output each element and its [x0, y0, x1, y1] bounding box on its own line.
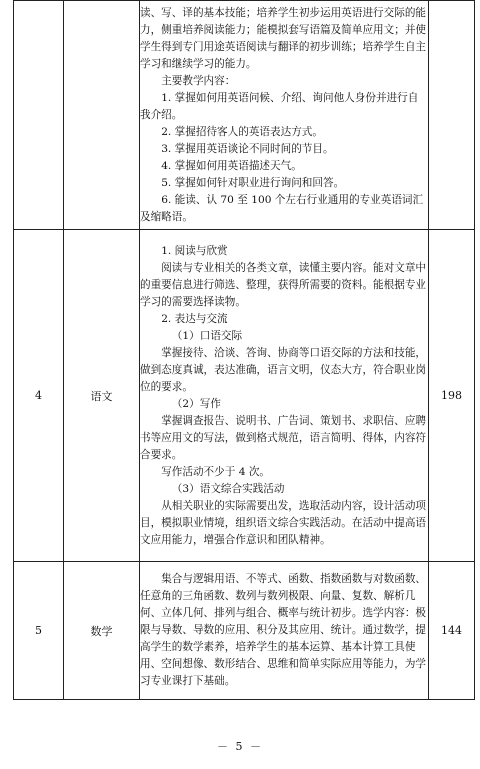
table-body [14, 1, 475, 700]
hours-cell [429, 1, 475, 230]
content-paragraph: 3. 掌握用英语谈论不同时间的节目。 [161, 142, 334, 155]
content-paragraph: 集合与逻辑用语、不等式、函数、指数函数与对数函数、任意角的三角函数、数列与数列极限、向量、复数、解析几何、立体几何、排列与组合、概率与统计初步。选学内容：极限与导数、导数的应用、积分及其应用、统计。通过数学，提高学生的数学素养，培养学生的基本运算、基本计算工具使用、空间想像、数形结合、思维和简单实际应用等能力，为学习专业课打下基础。 [140, 573, 427, 687]
table-row [14, 562, 475, 700]
content-paragraph: 阅读与专业相关的各类文章，读懂主要内容。能对文章中的重要信息进行筛选、整理，获得所需要的资料。能根据专业学习的需要选择读物。 [140, 261, 427, 308]
row-number-cell [14, 1, 64, 230]
table-row [14, 230, 475, 562]
content-paragraph: 2. 掌握招待客人的英语表达方式。 [161, 125, 323, 138]
content-paragraph: 掌握接待、洽谈、答询、协商等口语交际的方法和技能，做到态度真诚，表达准确，语言文明，仪态大方，符合职业岗位的要求。 [140, 346, 427, 393]
content-paragraph: 1. 掌握如何用英语问候、介绍、询问他人身份并进行自我介绍。 [140, 91, 419, 121]
subject-cell: 数学 [64, 562, 140, 700]
content-paragraph: 掌握调查报告、说明书、广告词、策划书、求职信、应聘书等应用文的写法，做到格式规范，语言简明、得体，内容符合要求。 [140, 414, 427, 461]
content-paragraph: （2）写作 [171, 397, 221, 410]
page-number: － 5 － [217, 740, 263, 753]
curriculum-table [13, 0, 475, 700]
content-paragraph: 主要教学内容： [161, 74, 236, 87]
content-cell [140, 562, 429, 700]
content-paragraph: 读、写、译的基本技能；培养学生初步运用英语进行交际的能力，侧重培养阅读能力；能模拟套写语篇及简单应用文；并使学生得到专门用途英语阅读与翻译的初步训练；培养学生自主学习和继续学习的能力。 [140, 6, 427, 70]
content-paragraph: （3）语文综合实践活动 [171, 482, 285, 495]
content-paragraph: 写作活动不少于 4 次。 [161, 465, 271, 478]
content-cell [140, 230, 429, 562]
content-paragraph: 6. 能读、认 70 至 100 个左右行业通用的专业英语词汇及缩略语。 [140, 193, 424, 223]
content-paragraph: 从相关职业的实际需要出发，选取活动内容，设计活动项目，模拟职业情境，组织语文综合实践活动。在活动中提高语文应用能力，增强合作意识和团队精神。 [140, 499, 427, 546]
content-cell [140, 1, 429, 230]
content-paragraph: （1）口语交际 [171, 329, 243, 342]
content-paragraph: 5. 掌握如何针对职业进行询问和回答。 [161, 176, 345, 189]
subject-cell [64, 1, 140, 230]
subject-cell: 语文 [64, 230, 140, 562]
content-paragraph: 1. 阅读与欣赏 [161, 244, 228, 257]
content-paragraph: 2. 表达与交流 [161, 312, 228, 325]
content-paragraph: 4. 掌握如何用英语描述天气。 [161, 159, 302, 172]
table-row [14, 1, 475, 230]
row-number-cell: 4 [14, 230, 64, 562]
hours-cell: 144 [429, 562, 475, 700]
row-number-cell: 5 [14, 562, 64, 700]
hours-cell: 198 [429, 230, 475, 562]
